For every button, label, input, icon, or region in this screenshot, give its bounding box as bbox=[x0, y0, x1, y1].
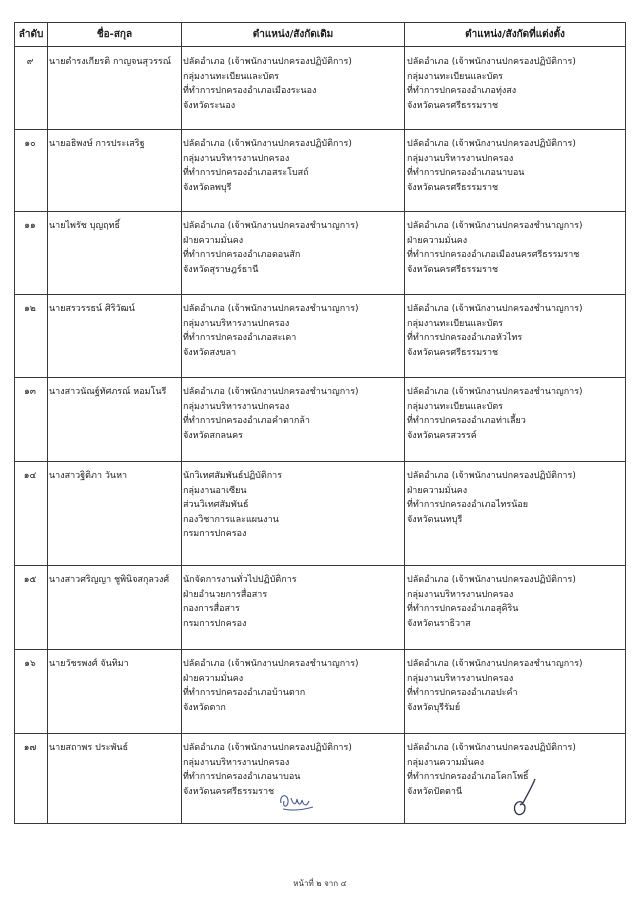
position-line: จังหวัดนราธิวาส bbox=[407, 618, 471, 629]
position-line: กลุ่มงานอาเซียน bbox=[183, 485, 247, 496]
position-line: ปลัดอำเภอ (เจ้าพนักงานปกครองชำนาญการ) bbox=[407, 659, 583, 669]
position-line: ที่ทำการปกครองอำเภอหัวไทร bbox=[407, 333, 523, 343]
position-line: ปลัดอำเภอ (เจ้าพนักงานปกครองชำนาญการ) bbox=[183, 387, 359, 397]
position-line: ที่ทำการปกครองอำเภอคำตากล้า bbox=[183, 416, 310, 426]
header-no: ลำดับ bbox=[18, 29, 44, 40]
row-number: ๑๓ bbox=[24, 387, 36, 397]
position-line: ที่ทำการปกครองอำเภอโคกโพธิ์ bbox=[407, 772, 529, 782]
new-position bbox=[407, 55, 576, 113]
position-line: กลุ่มงานบริหารงานปกครอง bbox=[183, 401, 290, 412]
row-number: ๑๒ bbox=[24, 304, 36, 314]
position-line: กลุ่มงานบริหารงานปกครอง bbox=[183, 318, 290, 329]
old-position bbox=[183, 219, 359, 277]
position-line: ปลัดอำเภอ (เจ้าพนักงานปกครองชำนาญการ) bbox=[183, 221, 359, 231]
person-name: นายอธิพงษ์ การประเสริฐ bbox=[49, 139, 145, 149]
new-position bbox=[407, 741, 576, 799]
old-position bbox=[183, 573, 297, 631]
header-old-position: ตำแหน่ง/สังกัดเดิม bbox=[252, 29, 334, 40]
position-line: ที่ทำการปกครองอำเภอดอนสัก bbox=[183, 250, 301, 260]
position-line: จังหวัดตาก bbox=[183, 702, 226, 713]
signature-left bbox=[277, 789, 317, 813]
position-line: ปลัดอำเภอ (เจ้าพนักงานปกครองชำนาญการ) bbox=[407, 304, 583, 314]
position-line: กลุ่มงานความมั่นคง bbox=[407, 757, 485, 768]
position-line: กลุ่มงานบริหารงานปกครอง bbox=[183, 153, 290, 164]
position-line: ปลัดอำเภอ (เจ้าพนักงานปกครองปฏิบัติการ) bbox=[183, 743, 352, 753]
position-line: ปลัดอำเภอ (เจ้าพนักงานปกครองชำนาญการ) bbox=[407, 387, 583, 397]
position-line: กองวิชาการและแผนงาน bbox=[183, 514, 279, 525]
new-position bbox=[407, 219, 583, 277]
position-line: จังหวัดนครศรีธรรมราช bbox=[407, 264, 499, 275]
person-name: นายสรวรรธน์ ศิริวัฒน์ bbox=[49, 304, 135, 314]
position-line: ฝ่ายความมั่นคง bbox=[183, 673, 244, 684]
position-line: ที่ทำการปกครองอำเภอเมืองนครศรีธรรมราช bbox=[407, 250, 580, 260]
position-line: ปลัดอำเภอ (เจ้าพนักงานปกครองปฏิบัติการ) bbox=[407, 743, 576, 753]
old-position bbox=[183, 469, 282, 542]
position-line: ปลัดอำเภอ (เจ้าพนักงานปกครองปฏิบัติการ) bbox=[407, 139, 576, 149]
position-line: ที่ทำการปกครองอำเภอไทรน้อย bbox=[407, 500, 529, 510]
position-line: กลุ่มงานทะเบียนและบัตร bbox=[407, 318, 504, 329]
position-line: ปลัดอำเภอ (เจ้าพนักงานปกครองปฏิบัติการ) bbox=[407, 471, 576, 481]
position-line: ฝ่ายความมั่นคง bbox=[183, 235, 244, 246]
position-line: ที่ทำการปกครองอำเภอสระโบสถ์ bbox=[183, 168, 309, 178]
table-row bbox=[15, 565, 625, 649]
person-name: นายดำรงเกียรติ กาญจนสุวรรณ์ bbox=[49, 57, 172, 67]
person-name: นายสถาพร ประพันธ์ bbox=[49, 743, 129, 753]
position-line: นักจัดการงานทั่วไปปฏิบัติการ bbox=[183, 575, 297, 585]
position-line: กรมการปกครอง bbox=[183, 529, 247, 539]
position-line: จังหวัดปัตตานี bbox=[407, 786, 463, 797]
position-line: ที่ทำการปกครองอำเภอเมืองระนอง bbox=[183, 86, 317, 96]
signature-right bbox=[509, 775, 539, 819]
position-line: จังหวัดนครศรีธรรมราช bbox=[407, 100, 499, 111]
position-line: ปลัดอำเภอ (เจ้าพนักงานปกครองชำนาญการ) bbox=[183, 659, 359, 669]
table-row bbox=[15, 294, 625, 377]
position-line: จังหวัดสกลนคร bbox=[183, 430, 243, 441]
position-line: จังหวัดนครศรีธรรมราช bbox=[407, 182, 499, 193]
new-position bbox=[407, 573, 576, 631]
position-line: จังหวัดบุรีรัมย์ bbox=[407, 702, 461, 713]
person-name: นายไพรัช บุญฤทธิ์ bbox=[49, 221, 120, 231]
person-name: นางสาวศริญญา ชูพินิจสกุลวงศ์ bbox=[49, 575, 170, 585]
position-line: จังหวัดระนอง bbox=[183, 100, 236, 111]
appointment-table bbox=[14, 22, 626, 824]
position-line: กลุ่มงานทะเบียนและบัตร bbox=[183, 71, 280, 82]
row-number: ๑๗ bbox=[23, 743, 37, 753]
row-number: ๑๑ bbox=[24, 221, 36, 231]
old-position bbox=[183, 55, 352, 113]
old-position bbox=[183, 741, 352, 799]
new-position bbox=[407, 302, 583, 360]
position-line: กลุ่มงานทะเบียนและบัตร bbox=[407, 71, 504, 82]
position-line: ปลัดอำเภอ (เจ้าพนักงานปกครองปฏิบัติการ) bbox=[183, 139, 352, 149]
person-name: นายวัชรพงศ์ จันทิมา bbox=[49, 659, 129, 669]
header-new-position: ตำแหน่ง/สังกัดที่แต่งตั้ง bbox=[465, 29, 565, 40]
position-line: จังหวัดสุราษฎร์ธานี bbox=[183, 264, 259, 275]
position-line: กลุ่มงานทะเบียนและบัตร bbox=[407, 401, 504, 412]
position-line: ที่ทำการปกครองอำเภอทุ่งสง bbox=[407, 86, 517, 96]
position-line: กองการสื่อสาร bbox=[183, 604, 240, 614]
position-line: จังหวัดนนทบุรี bbox=[407, 514, 463, 525]
position-line: ปลัดอำเภอ (เจ้าพนักงานปกครองปฏิบัติการ) bbox=[183, 57, 352, 67]
person-name: นางสาวนัณฐ์ทัศภรณ์ หอมโนรี bbox=[49, 387, 167, 397]
position-line: กลุ่มงานบริหารงานปกครอง bbox=[407, 673, 514, 684]
position-line: ส่วนวิเทศสัมพันธ์ bbox=[183, 500, 249, 510]
position-line: กลุ่มงานบริหารงานปกครอง bbox=[407, 589, 514, 600]
position-line: นักวิเทศสัมพันธ์ปฏิบัติการ bbox=[183, 471, 283, 481]
table-row bbox=[15, 129, 625, 211]
old-position bbox=[183, 137, 352, 195]
position-line: ที่ทำการปกครองอำเภอบ้านตาก bbox=[183, 688, 306, 698]
position-line: จังหวัดนครสวรรค์ bbox=[407, 430, 477, 441]
position-line: ฝ่ายอำนวยการสื่อสาร bbox=[183, 589, 268, 600]
position-line: กลุ่มงานบริหารงานปกครอง bbox=[183, 757, 290, 768]
position-line: จังหวัดนครศรีธรรมราช bbox=[407, 347, 499, 358]
row-number: ๑๖ bbox=[24, 659, 36, 669]
position-line: ปลัดอำเภอ (เจ้าพนักงานปกครองชำนาญการ) bbox=[407, 221, 583, 231]
table-row bbox=[15, 461, 625, 565]
table-row bbox=[15, 649, 625, 733]
position-line: ฝ่ายความมั่นคง bbox=[407, 485, 468, 496]
old-position bbox=[183, 657, 359, 715]
position-line: ที่ทำการปกครองอำเภอนาบอน bbox=[407, 168, 525, 178]
new-position bbox=[407, 657, 583, 715]
position-line: ปลัดอำเภอ (เจ้าพนักงานปกครองปฏิบัติการ) bbox=[407, 57, 576, 67]
row-number: ๑๐ bbox=[24, 139, 36, 149]
position-line: ที่ทำการปกครองอำเภอท่าเลี้ยว bbox=[407, 416, 526, 426]
row-number: ๑๕ bbox=[23, 575, 37, 585]
position-line: ฝ่ายความมั่นคง bbox=[407, 235, 468, 246]
header-name: ชื่อ-สกุล bbox=[96, 29, 133, 40]
table-row bbox=[15, 47, 625, 129]
new-position bbox=[407, 469, 576, 527]
new-position bbox=[407, 385, 583, 443]
position-line: ที่ทำการปกครองอำเภอนาบอน bbox=[183, 772, 301, 782]
position-line: ปลัดอำเภอ (เจ้าพนักงานปกครองชำนาญการ) bbox=[183, 304, 359, 314]
position-line: จังหวัดลพบุรี bbox=[183, 182, 232, 193]
page-number: หน้าที่ ๒ จาก ๔ bbox=[293, 879, 347, 888]
old-position bbox=[183, 302, 359, 360]
position-line: จังหวัดนครศรีธรรมราช bbox=[183, 786, 275, 797]
position-line: ที่ทำการปกครองอำเภอสะเดา bbox=[183, 333, 297, 343]
table-row bbox=[15, 377, 625, 461]
position-line: ที่ทำการปกครองอำเภอสุคิริน bbox=[407, 604, 519, 614]
position-line: ที่ทำการปกครองอำเภอปะคำ bbox=[407, 688, 518, 698]
new-position bbox=[407, 137, 576, 195]
row-number: ๑๔ bbox=[23, 471, 37, 481]
person-name: นางสาวฐิติภา วันหา bbox=[49, 471, 128, 481]
row-number: ๙ bbox=[26, 57, 34, 67]
table-row bbox=[15, 211, 625, 294]
position-line: ปลัดอำเภอ (เจ้าพนักงานปกครองปฏิบัติการ) bbox=[407, 575, 576, 585]
position-line: จังหวัดสงขลา bbox=[183, 347, 237, 358]
position-line: กลุ่มงานบริหารงานปกครอง bbox=[407, 153, 514, 164]
old-position bbox=[183, 385, 359, 443]
position-line: กรมการปกครอง bbox=[183, 618, 247, 629]
